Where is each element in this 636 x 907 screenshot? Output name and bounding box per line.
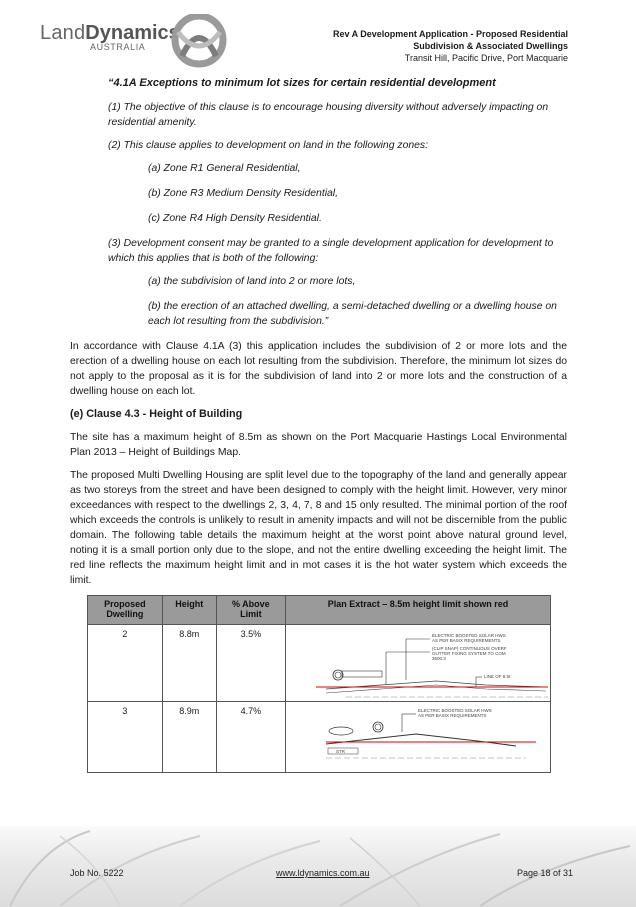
- table-header-row: [88, 596, 551, 625]
- plan-note: STR: [336, 749, 345, 754]
- logo-dynamics-text: Dynamics: [85, 22, 180, 44]
- dwelling-cell: 2: [88, 625, 163, 702]
- plan-note: AS PER BASIX REQUIREMENTS: [432, 638, 501, 643]
- above-limit-cell: 4.7%: [216, 702, 285, 773]
- footer-page-number: Page 18 of 31: [517, 868, 574, 878]
- company-logo: [40, 14, 240, 74]
- table-row: [88, 702, 551, 773]
- plan-note: LINE OF 8.5r: [484, 674, 511, 679]
- logo-australia-text: AUSTRALIA: [90, 42, 146, 52]
- column-header: Height: [162, 596, 216, 625]
- footer-job-number: Job No. 5222: [70, 868, 124, 878]
- plan-note: ELECTRIC BOOSTED SOLAR HWS: [432, 633, 506, 638]
- clause-heading: “4.1A Exceptions to minimum lot sizes for certain residential development: [108, 77, 496, 89]
- plan-extract-cell: [286, 625, 551, 702]
- column-header: % Above Limit: [216, 596, 285, 625]
- footer-background: [0, 826, 636, 907]
- logo-land-text: Land: [40, 22, 86, 44]
- section-heading: (e) Clause 4.3 - Height of Building: [70, 408, 243, 420]
- plan-note: (CLIP SNAP) CONTINUOUS OVERF: [432, 646, 507, 651]
- accordance-paragraph: In accordance with Clause 4.1A (3) this application includes the subdivision of 2 or more lots and the erection of a dwelling house on each lot resulting from the subdivision. Therefore, the minimum lot sizes do not apply to the proposal as it is for the subdivision of land into 2 or more lots and the construction of a dwelling house on each lot.: [70, 341, 567, 397]
- height-paragraph: The site has a maximum height of 8.5m as shown on the Port Macquarie Hastings Local Environmental Plan 2013 – Height of Buildings Map.: [70, 432, 567, 458]
- height-table: [87, 595, 551, 773]
- footer-website-link[interactable]: www.ldynamics.com.au: [276, 868, 370, 878]
- height-cell: 8.8m: [162, 625, 216, 702]
- plan-extract-cell: [286, 702, 551, 773]
- zone-item: (c) Zone R4 High Density Residential.: [148, 213, 322, 224]
- logo-mark-icon: [168, 14, 230, 70]
- plan-note: GUTTER FIXING SYSTEM TO COM: [432, 651, 506, 656]
- dwelling-cell: 3: [88, 702, 163, 773]
- plan-note: ELECTRIC BOOSTED SOLAR HWS: [418, 708, 492, 713]
- clause-item: (b) the erection of an attached dwelling, a semi-detached dwelling or a dwelling house on each lot resulting from the subdivision.”: [148, 301, 557, 327]
- zone-item: (b) Zone R3 Medium Density Residential,: [148, 188, 338, 199]
- clause-paragraph-2: (2) This clause applies to development on land in the following zones:: [108, 140, 428, 151]
- clause-paragraph-1: (1) The objective of this clause is to encourage housing diversity without adversely impacting on residential amenity.: [108, 102, 549, 128]
- clause-paragraph-3: (3) Development consent may be granted to a single development application for development to which this applies that is both of the following:: [108, 238, 554, 264]
- above-limit-cell: 3.5%: [216, 625, 285, 702]
- split-level-paragraph: The proposed Multi Dwelling Housing are split level due to the topography of the land and generally appear as two storeys from the street and have been designed to comply with the height limit. However, very minor exceedances with respect to the dwellings 2, 3, 4, 7, 8 and 15 only resulted. The minimal portion of the roof which exceeds the controls is unlikely to result in amenity impacts and will not be discernible from the public domain. The following table details the maximum height at the worst point above natural ground level, noting it is a small portion only due to the slope, and not the entire dwelling exceeding the height limit. The red line reflects the maximum height limit and in mot cases it is the hot water system which exceeds the limit.: [70, 470, 567, 586]
- plan-note: AS PER BASIX REQUIREMENTS: [418, 713, 487, 718]
- zone-item: (a) Zone R1 General Residential,: [148, 163, 301, 174]
- document-header: [333, 28, 568, 64]
- table-row: [88, 625, 551, 702]
- main-content: [70, 76, 567, 596]
- plan-note: 3500.3: [432, 656, 446, 661]
- clause-item: (a) the subdivision of land into 2 or more lots,: [148, 276, 356, 287]
- column-header: Proposed Dwelling: [88, 596, 163, 625]
- plan-extract-drawing: [286, 702, 550, 768]
- clause-quote: [108, 76, 567, 329]
- plan-extract-drawing: [286, 625, 550, 701]
- header-title-line1: Rev A Development Application - Proposed Residential: [332, 29, 568, 39]
- column-header: Plan Extract – 8.5m height limit shown red: [286, 596, 551, 625]
- header-location: Transit Hill, Pacific Drive, Port Macquarie: [404, 53, 568, 63]
- height-cell: 8.9m: [162, 702, 216, 773]
- grass-texture: [0, 826, 636, 907]
- header-title-line2: Subdivision & Associated Dwellings: [413, 41, 568, 51]
